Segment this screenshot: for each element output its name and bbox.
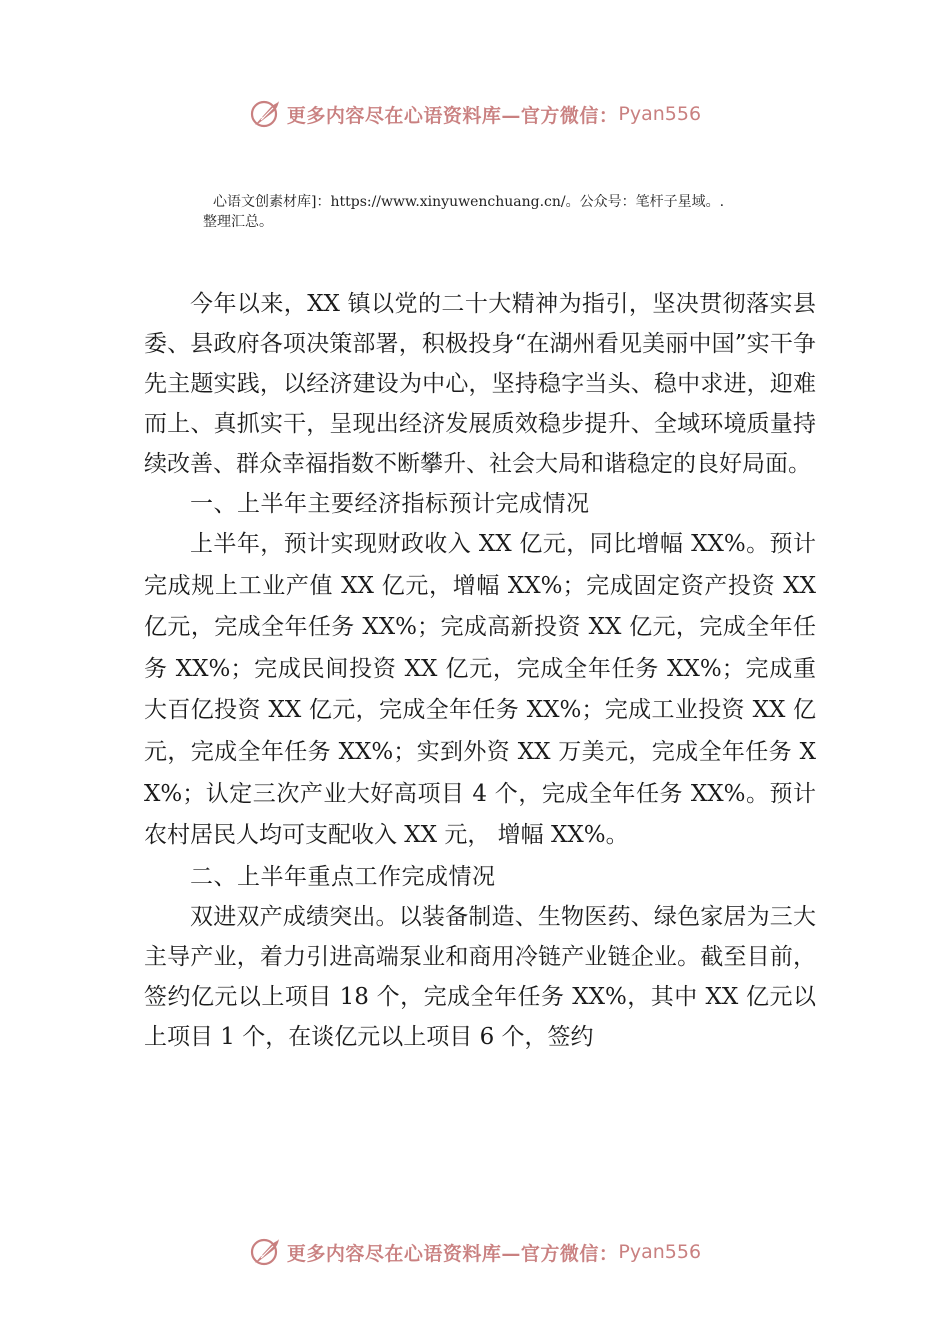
economic-indicators-paragraph: 上半年，预计实现财政收入 XX 亿元，同比增幅 XX%。预计完成规上工业产值 XX 亿元，增幅 XX%；完成固定资产投资 XX 亿元，完成全年任务 XX%；完成高新投资 XX 亿元，完成全年任务 XX%；完成民间投资 XX 亿元，完成全年任务 XX%；完成重大百亿投资 XX 亿元，完成全年任务 XX%；完成工业投资 XX 亿元，完成全年任务 XX%；实到外资 XX 万美元，完成全年任务 XX%；认定三次产业大好高项目 4 个，完成全年任务 XX%。预计农村居民人均可支配收入 XX 元， 增幅 XX%。 (144, 531, 816, 849)
source-note (203, 192, 843, 232)
section-heading-2: 二、上半年重点工作完成情况 (190, 863, 496, 890)
key-work-paragraph: 双进双产成绩突出。以装备制造、生物医药、绿色家居为三大主导产业，着力引进高端泵业和商用冷链产业链企业。截至目前，签约亿元以上项目 18 个，完成全年任务 XX%，其中 XX 亿元以上项目 1 个，在谈亿元以上项目 6 个，签约 (144, 903, 816, 1050)
watermark-brand-text: 更多内容尽在心语资料库—官方微信： (286, 104, 619, 127)
source-note-line-1: 心语文创素材库]：https://www.xinyuwenchuang.cn/。公众号：笔杆子星域。. (213, 194, 725, 210)
document-body (144, 284, 816, 1057)
intro-paragraph: 今年以来，XX 镇以党的二十大精神为指引，坚决贯彻落实县委、县政府各项决策部署，积极投身“在湖州看见美丽中国”实干争先主题实践，以经济建设为中心，坚持稳字当头、稳中求进，迎难而上、真抓实干，呈现出经济发展质效稳步提升、全域环境质量持续改善、群众幸福指数不断攀升、社会大局和谐稳定的良好局面。 (144, 291, 816, 477)
footer-watermark-banner (0, 1232, 950, 1272)
header-watermark-banner (0, 94, 950, 134)
watermark-brand-text: 更多内容尽在心语资料库—官方微信： (286, 1242, 619, 1265)
section-heading-1: 一、上半年主要经济指标预计完成情况 (190, 491, 590, 517)
feather-pen-logo-icon (249, 98, 281, 130)
watermark-account-text: Pyan556 (618, 103, 702, 125)
watermark-account-text: Pyan556 (618, 1241, 702, 1263)
source-note-line-2: 整理汇总。 (203, 214, 273, 230)
feather-pen-logo-icon (249, 1236, 281, 1268)
